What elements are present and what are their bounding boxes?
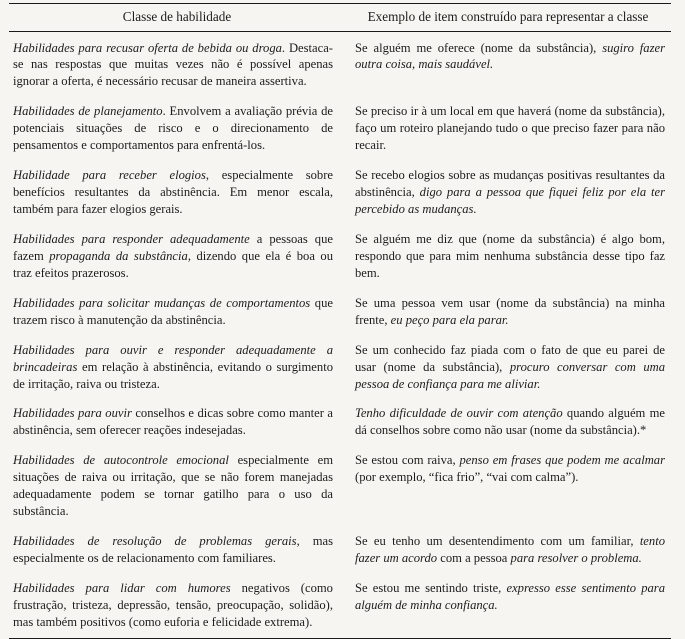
table-row xyxy=(9,446,671,527)
cell-exemplo-de-item: Se um conhecido faz piada com o fato de que eu parei de usar (nome da substância), procuro conversar com uma pessoa de confiança para me aliviar. xyxy=(355,342,666,391)
cell-classe-de-habilidade: Habilidades de planejamento. Envolvem a avaliação prévia de potenciais situações de risco e o direcionamento de pensamentos e comportamentos para enfrentá-los. xyxy=(13,104,333,153)
skills-table-body xyxy=(9,32,671,638)
cell-classe-de-habilidade: Habilidades para recusar oferta de bebida ou droga. Destaca-se nas respostas que muitas vezes não é possível apenas ignorar a oferta, é necessário recusar de maneira assertiva. xyxy=(13,40,333,89)
cell-classe-de-habilidade: Habilidades de autocontrole emocional especialmente em situações de raiva ou irritação, que se não forem manejadas adequadamente podem se tornar gatilho para o uso da substância. xyxy=(13,453,333,519)
cell-classe-de-habilidade: Habilidades para responder adequadamente a pessoas que fazem propaganda da substância, dizendo que ela é boa ou traz efeitos prazerosos. xyxy=(13,231,333,280)
column-header-classe: Classe de habilidade xyxy=(122,9,232,24)
table-row xyxy=(9,573,671,637)
cell-exemplo-de-item: Se alguém me oferece (nome da substância), sugiro fazer outra coisa, mais saudável. xyxy=(355,40,665,72)
cell-classe-de-habilidade: Habilidades para solicitar mudanças de comportamentos que trazem risco à manutenção da abstinência. xyxy=(13,295,333,327)
table-header-row xyxy=(9,4,671,31)
cell-classe-de-habilidade: Habilidades para ouvir e responder adequadamente a brincadeiras em relação à abstinência, evitando o surgimento de irritação, raiva ou tristeza. xyxy=(13,342,333,391)
cell-classe-de-habilidade: Habilidades para ouvir conselhos e dicas sobre como manter a abstinência, sem oferecer reações indesejadas. xyxy=(13,406,333,438)
table-row xyxy=(9,224,671,288)
table-row xyxy=(9,335,671,399)
table-row xyxy=(9,32,671,97)
table-row xyxy=(9,288,671,335)
table-row xyxy=(9,161,671,225)
cell-classe-de-habilidade: Habilidade para receber elogios, especialmente sobre benefícios resultantes da abstinência. Em menor escala, também para fazer elogios gerais. xyxy=(13,168,333,216)
cell-classe-de-habilidade: Habilidades de resolução de problemas gerais, mas especialmente os de relacionamento com familiares. xyxy=(13,534,333,565)
cell-exemplo-de-item: Se uma pessoa vem usar (nome da substância) na minha frente, eu peço para ela parar. xyxy=(355,295,665,327)
table-row xyxy=(9,527,671,574)
table-body xyxy=(9,32,671,638)
column-header-exemplo: Exemplo de item construído para representar a classe xyxy=(367,9,649,24)
table-row xyxy=(9,399,671,446)
cell-classe-de-habilidade: Habilidades para lidar com humores negativos (como frustração, tristeza, depressão, tensão, preocupação, solidão), mas também positivos (como euforia e felicidade extrema). xyxy=(13,580,333,629)
cell-exemplo-de-item: Se eu tenho um desentendimento com um familiar, tento fazer um acordo com a pessoa para resolver o problema. xyxy=(355,534,665,565)
cell-exemplo-de-item: Tenho dificuldade de ouvir com atenção quando alguém me dá conselhos sobre como não usar (nome da substância).* xyxy=(355,406,665,438)
skills-table-container xyxy=(9,3,671,639)
table-head xyxy=(9,4,671,31)
cell-exemplo-de-item: Se estou com raiva, penso em frases que podem me acalmar (por exemplo, “fica frio”, “vai com calma”). xyxy=(355,453,665,485)
cell-exemplo-de-item: Se alguém me diz que (nome da substância) é algo bom, respondo que para mim nenhuma substância desse tipo faz bem. xyxy=(355,231,665,280)
skills-table xyxy=(9,4,671,31)
cell-exemplo-de-item: Se recebo elogios sobre as mudanças positivas resultantes da abstinência, digo para a pessoa que fiquei feliz por ela ter percebido as mudanças. xyxy=(355,168,665,216)
cell-exemplo-de-item: Se estou me sentindo triste, expresso esse sentimento para alguém de minha confiança. xyxy=(355,580,665,612)
table-row xyxy=(9,97,671,161)
cell-exemplo-de-item: Se preciso ir à um local em que haverá (nome da substância), faço um roteiro planejando tudo o que preciso fazer para não recair. xyxy=(355,104,665,153)
